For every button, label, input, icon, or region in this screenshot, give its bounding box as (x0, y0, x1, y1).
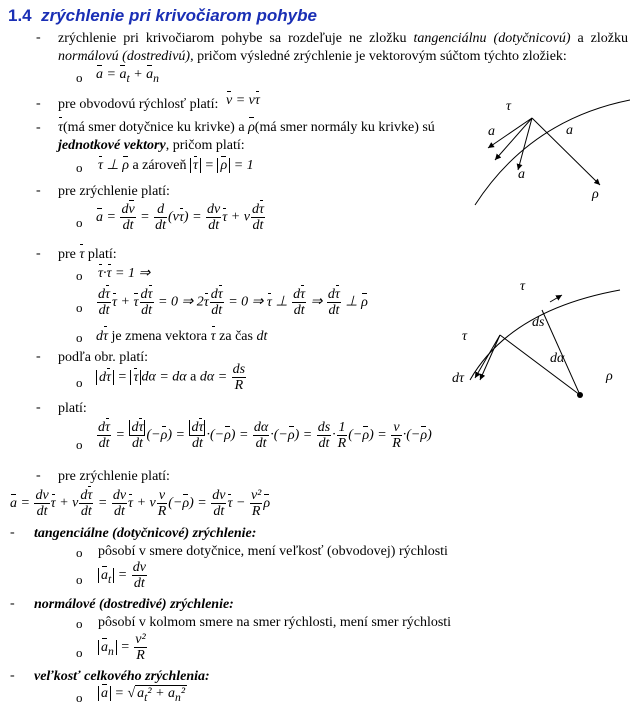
normal-title: normálové (dostredivé) zrýchlenie: (34, 597, 234, 612)
bullet: o (76, 437, 83, 452)
label-an: a (566, 123, 573, 138)
bullet: o (76, 160, 83, 175)
dash: - (36, 120, 41, 135)
label-tau-left: τ (462, 329, 468, 344)
label-a: a (518, 167, 525, 182)
equation-total: a = √ $a_t^2 + a_n^2$ (98, 686, 187, 704)
speed-label: pre obvodovú rýchlosť platí: (58, 97, 219, 112)
bullet: o (76, 215, 83, 230)
dash: - (10, 525, 15, 540)
dash: - (10, 668, 15, 683)
dash: - (36, 183, 41, 198)
label-ds: ds (532, 315, 545, 330)
bullet: o (76, 330, 83, 345)
accel-label: pre zrýchlenie platí: (58, 184, 170, 199)
bullet: o (76, 572, 83, 587)
label-dtau: dτ (452, 371, 465, 386)
equation-accel-full: a = $\frac{dv}{dt}$ τ + v $\frac{d\tau}{dt}$ = $\frac{dv}{dt}$ τ + v $\frac{v}{R}$ (−ρ) = $\frac{dv}{dt}$ τ − $\frac{\text{v²}}{R}$ ρ (10, 488, 271, 519)
section-title: 1.4 zrýchlenie pri krivočiarom pohybe (8, 6, 317, 25)
dash: - (10, 596, 15, 611)
bullet: o (76, 375, 83, 390)
equation-an: $a_n$ = $\frac{\text{v²}}{R}$ (98, 632, 148, 663)
equation-tau-tau: τ·τ = 1 ⇒ (98, 266, 151, 281)
unit-vectors-text: τ(má smer dotyčnice ku krivke) a ρ(má smer normály ku krivke) sú (58, 120, 435, 135)
tangential-desc: pôsobí v smere dotyčnice, mení veľkosť (obvodovej) rýchlosti (98, 544, 448, 559)
label-at: a (488, 124, 495, 139)
total-title: veľkosť celkového zrýchlenia: (34, 669, 210, 684)
diagram-dtau (450, 280, 630, 410)
equation-at: $a_t$ = $\frac{dv}{dt}$ (98, 560, 148, 591)
diagram-curve-acceleration (470, 90, 630, 210)
accel-label-2: pre zrýchlenie platí: (58, 469, 170, 484)
bullet: o (76, 545, 83, 560)
bullet: o (76, 616, 83, 631)
equation-derivative: $\frac{d\tau}{dt}$ τ + τ $\frac{d\tau}{dt}$ = 0 ⇒ 2τ $\frac{d\tau}{dt}$ = 0 ⇒ τ ⊥ $\frac{d\tau}{dt}$ ⇒ $\frac{d\tau}{dt}$ ⊥ ρ (98, 287, 368, 318)
tangential-title: tangenciálne (dotyčnicové) zrýchlenie: (34, 526, 257, 541)
bullet: o (76, 300, 83, 315)
dash: - (36, 468, 41, 483)
bullet: o (76, 645, 83, 660)
label-tau-top: τ (520, 280, 526, 294)
intro-paragraph: zrýchlenie pri krivočiarom pohybe sa rozdeľuje ne zložku tangenciálnu (dotyčnicovú) a zložku normálovú (dostredivú), pričom výsledné zrýchlenie je vektorovým súčtom týchto zložiek: (58, 31, 629, 64)
plati-label: platí: (58, 401, 87, 416)
label-tau: τ (506, 99, 512, 114)
equation-dtau-dt: $\frac{d\tau}{dt}$ = $\frac{d\tau}{dt}$ (−ρ) = $\frac{d\tau}{dt}$ ·(−ρ) = $\frac{d\alpha}{dt}$ ·(−ρ) = $\frac{ds}{dt}$ · $\frac{1}{R}$ (−ρ) = $\frac{v}{R}$ ·(−ρ) (98, 420, 432, 451)
dash: - (36, 96, 41, 111)
unit-vectors-text-2: jednotkové vektory, pričom platí: (58, 138, 245, 153)
label-rho: ρ (592, 187, 599, 202)
equation-accel: a = $\frac{dv}{dt}$ = $\frac{d}{dt}$ (vτ) = $\frac{dv}{dt}$ τ + v $\frac{d\tau}{dt}$ (96, 202, 264, 233)
bullet: o (76, 268, 83, 283)
obr-label: podľa obr. platí: (58, 350, 149, 365)
dash: - (36, 400, 41, 415)
dash: - (36, 246, 41, 261)
dtau-text: dτ je zmena vektora τ za čas dt (96, 329, 268, 344)
label-rho-2: ρ (606, 369, 613, 384)
equation-perp: τ ⊥ ρ a zároveň τ = ρ = 1 (98, 158, 254, 173)
equation-dtau-mag: dτ = τ dα = dα a dα = $\frac{ds}{R}$ (96, 362, 247, 393)
bullet: o (76, 690, 83, 705)
normal-desc: pôsobí v kolmom smere na smer rýchlosti, mení smer rýchlosti (98, 615, 452, 630)
pre-tau-label: pre τ platí: (58, 247, 117, 262)
bullet: o (76, 70, 83, 85)
equation-speed: v = vτ (226, 93, 260, 108)
dash: - (36, 349, 41, 364)
equation-a-sum: $a = a_t + a_n$ (96, 67, 159, 85)
dash: - (36, 30, 41, 45)
label-dalpha: dα (550, 351, 565, 366)
